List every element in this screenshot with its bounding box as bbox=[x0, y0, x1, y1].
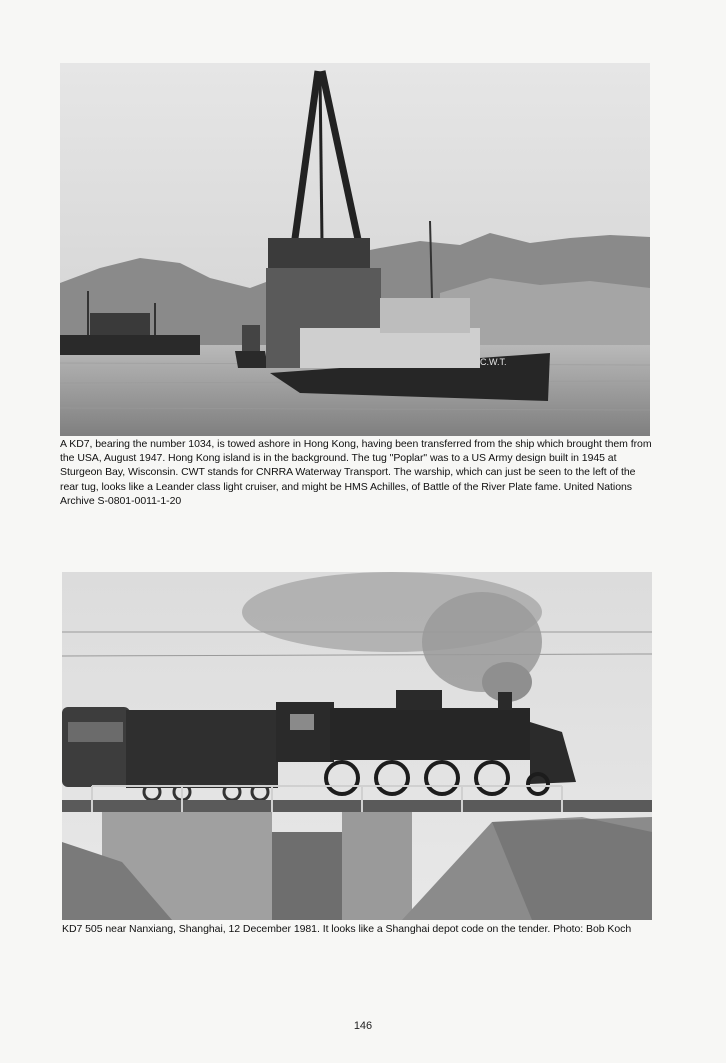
page-number: 146 bbox=[353, 1020, 373, 1032]
photo-tug-towing-crane-barge bbox=[60, 63, 650, 436]
figure-2-caption: KD7 505 near Nanxiang, Shanghai, 12 December 1981. It looks like a Shanghai depot code on the tender. Photo: Bob Koch bbox=[62, 923, 632, 935]
photo-locomotive-on-bridge bbox=[62, 572, 652, 920]
tug-hull-lettering: C.W.T. bbox=[480, 357, 507, 367]
figure-1-caption: A KD7, bearing the number 1034, is towed ashore in Hong Kong, having been transferred from the ship which brought them from the USA, August 1947. Hong Kong island is in the background. The tug "Poplar" was to a US Army design built in 1945 at Sturgeon Bay, Wisconsin. CWT stands for CNRRA Waterway Transport. The warship, which can just be seen to the left of the rear tug, looks like a Leander class light cruiser, and might be HMS Achilles, of Battle of the River Plate fame. United Nations Archive S-0801-0011-1-20 bbox=[60, 438, 652, 507]
